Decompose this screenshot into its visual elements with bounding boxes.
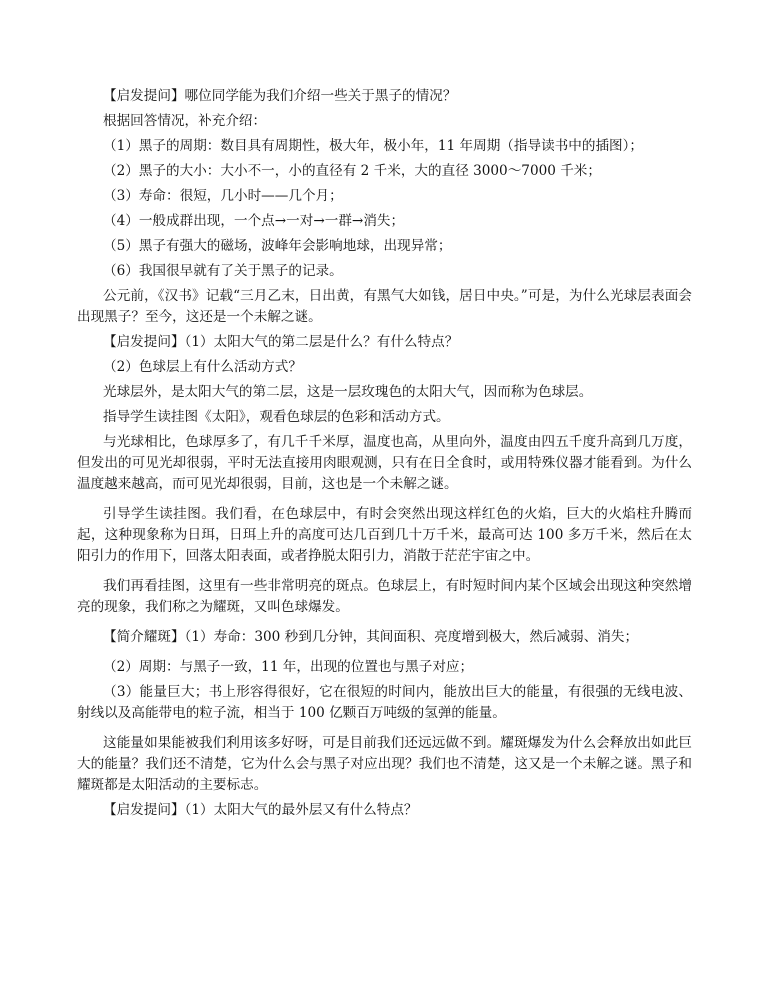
flare-energy-mystery: 这能量如果能被我们利用该多好呀，可是目前我们还远远做不到。耀斑爆发为什么会释放出如此巨大的能量？我们还不清楚，它为什么会与黑子对应出现？我们也不清楚，这又是一个未解之谜。黑子和耀斑都是太阳活动的主要标志。 (77, 735, 692, 793)
chromosphere-definition: 光球层外，是太阳大气的第二层，这是一层玫瑰色的太阳大气，因而称为色球层。 (103, 384, 593, 400)
flare-point-3: （3）能量巨大；书上形容得很好，它在很短的时间内，能放出巨大的能量，有很强的无线电波、射线以及高能带电的粒子流，相当于 100 亿颗百万吨级的氢弹的能量。 (77, 684, 692, 721)
han-shu-record: 公元前，《汉书》记载“三月乙末，日出黄，有黑气大如钱，居日中央。”可是，为什么光球层表面会出现黑子？至今，这还是一个未解之谜。 (77, 288, 692, 325)
question-chromosphere-activity: （2）色球层上有什么活动方式？ (103, 359, 302, 375)
sunspot-point-1: （1）黑子的周期：数目具有周期性，极大年，极小年，11 年周期（指导读书中的插图）； (103, 138, 644, 154)
prominence-description: 引导学生读挂图。我们看，在色球层中，有时会突然出现这样红色的火焰，巨大的火焰柱升腾而起，这种现象称为日珥，日珥上升的高度可达几百到几十万千米，最高可达 100 多万千米，然后在太阳引力的作用下，回落太阳表面，或者挣脱太阳引力，消散于茫茫宇宙之中。 (77, 506, 692, 564)
sunspot-point-5: （5）黑子有强大的磁场，波峰年会影响地球，出现异常； (103, 238, 452, 254)
question-prompt-sunspots: 【启发提问】哪位同学能为我们介绍一些关于黑子的情况？ (103, 88, 457, 104)
question-prompt-corona: 【启发提问】（1）太阳大气的最外层又有什么特点？ (103, 802, 418, 818)
flare-point-2: （2）周期：与黑子一致，11 年，出现的位置也与黑子对应； (103, 659, 474, 675)
read-wall-chart-instruction: 指导学生读挂图《太阳》，观看色球层的色彩和活动方式。 (103, 409, 450, 425)
question-prompt-chromosphere: 【启发提问】（1）太阳大气的第二层是什么？有什么特点？ (103, 334, 459, 350)
sunspot-point-2: （2）黑子的大小：大小不一，小的直径有 2 千米，大的直径 3000～7000 千米； (103, 163, 601, 179)
flare-introduction: 我们再看挂图，这里有一些非常明亮的斑点。色球层上，有时短时间内某个区域会出现这种突然增亮的现象，我们称之为耀斑，又叫色球爆发。 (77, 578, 692, 615)
sunspot-point-6: （6）我国很早就有了关于黑子的记录。 (103, 263, 343, 279)
flare-point-1: 【简介耀斑】（1）寿命：300 秒到几分钟，其间面积、亮度增到极大，然后减弱、消失； (103, 629, 639, 645)
supplement-intro: 根据回答情况，补充介绍： (103, 113, 267, 129)
sunspot-point-3: （3）寿命：很短，几小时——几个月； (103, 188, 343, 204)
chromosphere-comparison: 与光球相比，色球厚多了，有几千千米厚，温度也高，从里向外，温度由四五千度升高到几万度，但发出的可见光却很弱，平时无法直接用肉眼观测，只有在日全食时，或用特殊仪器才能看到。为什么温度越来越高，而可见光却很弱，目前，这也是一个未解之谜。 (77, 434, 692, 492)
document-page (77, 86, 692, 825)
sunspot-point-4: （4）一般成群出现，一个点→一对→一群→消失； (103, 213, 405, 229)
